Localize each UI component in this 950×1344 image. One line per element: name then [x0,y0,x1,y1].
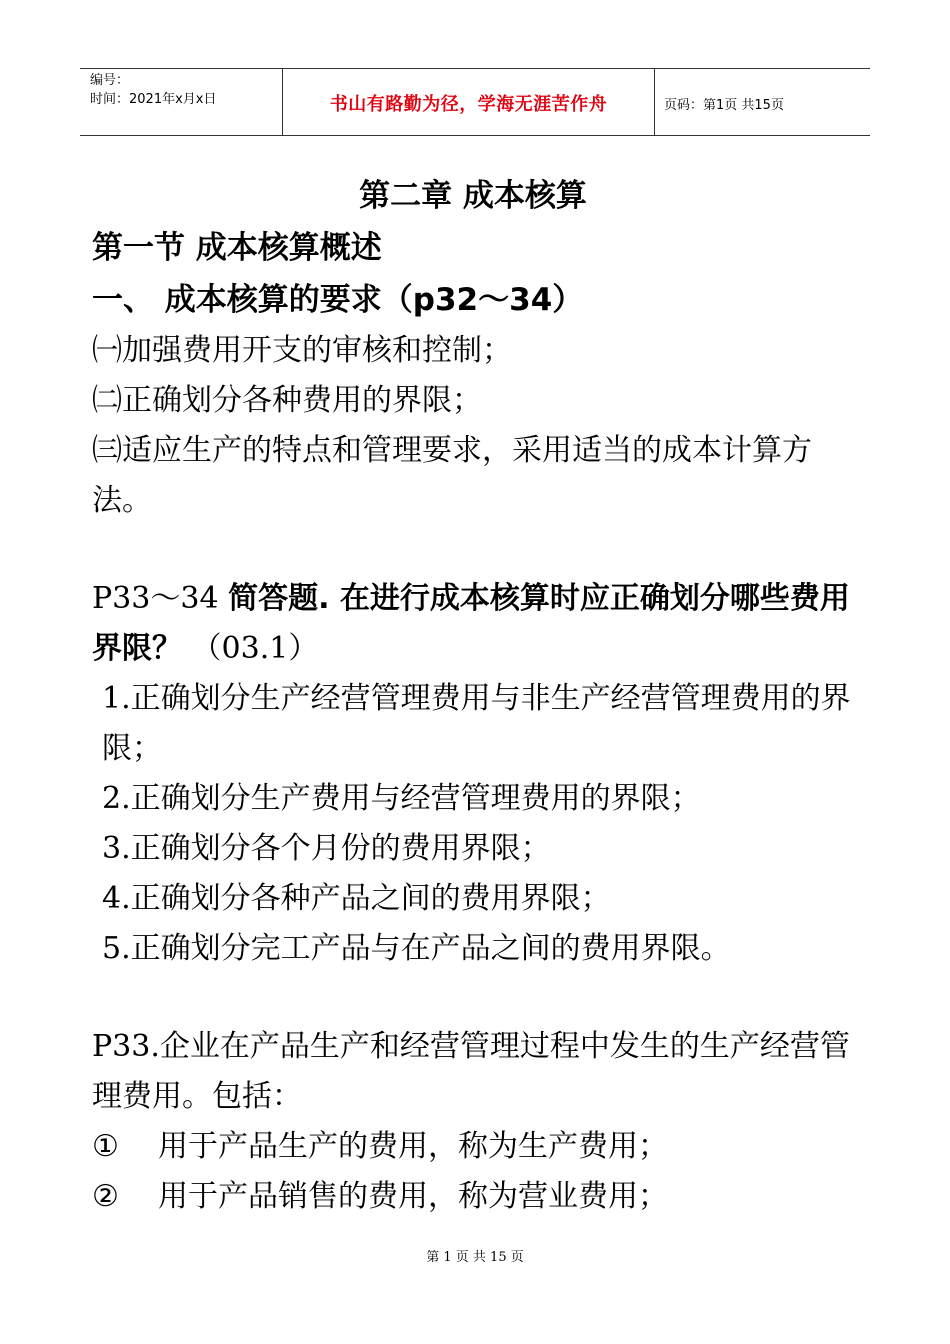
requirement-item: ㈠加强费用开支的审核和控制； [92,333,512,368]
p33-intro: P33.企业在产品生产和经营管理过程中发生的生产经营管理费用。包括： [92,1029,850,1114]
spacer [92,526,862,574]
answer-item: 1.正确划分生产经营管理费用与非生产经营管理费用的界限； [102,681,851,766]
item-text: 用于产品销售的费用，称为营业费用； [158,1179,668,1214]
requirement-item: ㈡正确划分各种费用的界限； [92,383,482,418]
item-text: 用于产品生产的费用，称为生产费用； [158,1129,668,1164]
question-page-ref: P33～34 [92,581,229,616]
question-text: 简答题. 在进行成本核算时应正确划分哪些费用界限？ [92,581,850,666]
header-meta [80,69,282,135]
page-footer: 第 1 页 共 15 页 [426,1250,524,1265]
subheading: 一、 成本核算的要求（p32～34） [92,282,584,318]
answer-item: 4.正确划分各种产品之间的费用界限； [102,881,611,916]
item-marker: ② [92,1179,119,1214]
section-title: 第一节 成本核算概述 [92,230,382,266]
document-body [92,170,862,1222]
list-item [92,1172,862,1222]
question-block [92,574,862,674]
answer-item: 3.正确划分各个月份的费用界限； [102,831,551,866]
item-marker: ① [92,1129,119,1164]
requirement-item: ㈢适应生产的特点和管理要求，采用适当的成本计算方法。 [92,433,812,518]
list-item [92,1122,862,1172]
spacer [92,974,862,1022]
code-label: 编号： [90,73,130,88]
chapter-title: 第二章 成本核算 [359,178,587,214]
header-page-info: 页码：第1页 共15页 [664,97,784,113]
date-line: 时间：2021年x月x日 [90,92,217,107]
answer-item: 2.正确划分生产费用与经营管理费用的界限； [102,781,701,816]
question-exam-ref: （03.1） [182,631,319,666]
header-motto: 书山有路勤为径，学海无涯苦作舟 [282,69,655,135]
answer-item: 5.正确划分完工产品与在产品之间的费用界限。 [102,931,731,966]
header-table [80,68,870,136]
